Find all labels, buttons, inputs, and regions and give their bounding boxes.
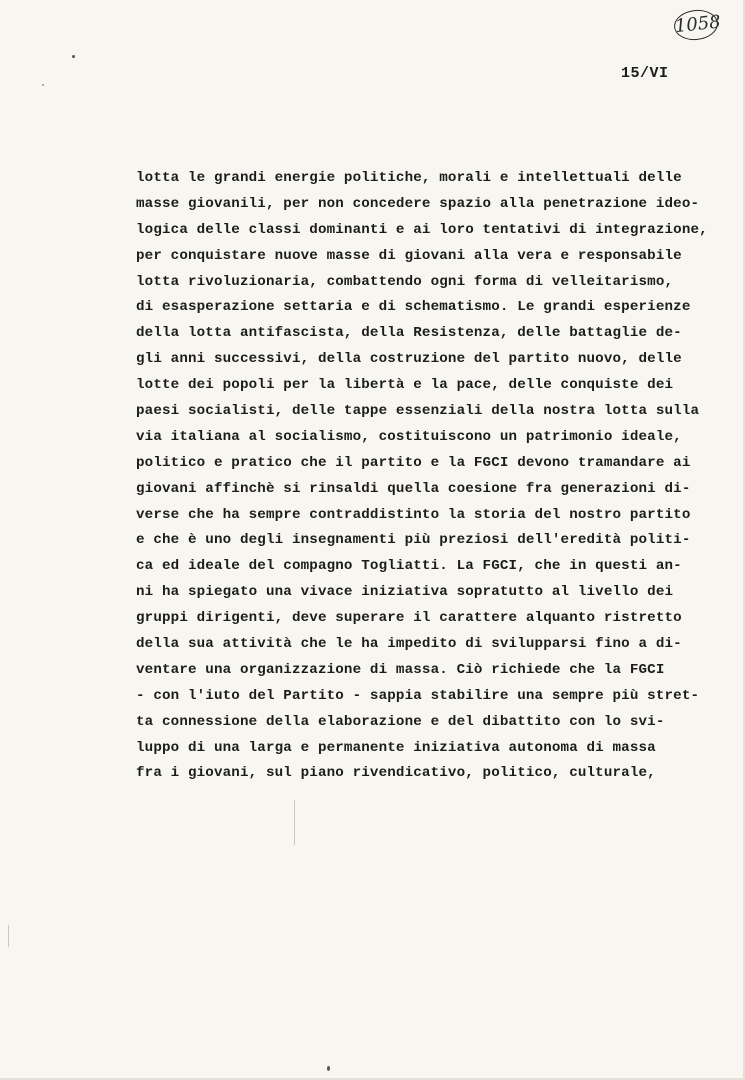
scan-scratch (294, 800, 295, 845)
text-line: via italiana al socialismo, costituiscono un patrimonio ideale, (136, 428, 682, 445)
text-line: giovani affinchè si rinsaldi quella coesione fra generazioni di- (136, 480, 691, 497)
text-line: logica delle classi dominanti e ai loro tentativi di integrazione, (136, 221, 708, 238)
text-line: ventare una organizzazione di massa. Ciò richiede che la FGCI (136, 661, 665, 678)
text-line: politico e pratico che il partito e la FGCI devono tramandare ai (136, 454, 691, 471)
text-line: masse giovanili, per non concedere spazio alla penetrazione ideo- (136, 195, 700, 212)
scan-speck (327, 1066, 330, 1071)
text-line: lotta le grandi energie politiche, morali e intellettuali delle (136, 170, 682, 186)
text-line: gruppi dirigenti, deve superare il carattere alquanto ristretto (136, 610, 682, 627)
text-line: e che è uno degli insegnamenti più preziosi dell'eredità politi- (136, 532, 691, 549)
text-line: - con l'iuto del Partito - sappia stabilire una sempre più stret- (136, 687, 700, 704)
page-number: 15/VI (621, 65, 669, 82)
archive-stamp-number: 1058 (673, 8, 720, 42)
text-line: per conquistare nuove masse di giovani alla vera e responsabile (136, 247, 682, 264)
text-line: ni ha spiegato una vivace iniziativa sopratutto al livello dei (136, 584, 674, 601)
scan-speck (42, 84, 44, 86)
text-line: fra i giovani, sul piano rivendicativo, politico, culturale, (136, 765, 656, 782)
scan-scratch (8, 925, 9, 947)
text-line: della lotta antifascista, della Resistenza, delle battaglie de- (136, 325, 682, 342)
scan-speck (72, 55, 75, 58)
text-line: ca ed ideale del compagno Togliatti. La FGCI, che in questi an- (136, 558, 682, 575)
text-line: verse che ha sempre contraddistinto la storia del nostro partito (136, 506, 691, 523)
text-line: paesi socialisti, delle tappe essenziali della nostra lotta sulla (136, 403, 700, 420)
text-line: ta connessione della elaborazione e del dibattito con lo svi- (136, 713, 665, 730)
text-line: lotte dei popoli per la libertà e la pace, delle conquiste dei (136, 377, 674, 394)
text-line: gli anni successivi, della costruzione del partito nuovo, delle (136, 351, 682, 368)
text-line: della sua attività che le ha impedito di svilupparsi fino a di- (136, 636, 682, 653)
text-line: luppo di una larga e permanente iniziativa autonoma di massa (136, 739, 656, 756)
text-line: di esasperazione settaria e di schematismo. Le grandi esperienze (136, 299, 691, 316)
typed-paragraph (136, 166, 736, 787)
text-line: lotta rivoluzionaria, combattendo ogni forma di velleitarismo, (136, 273, 674, 290)
